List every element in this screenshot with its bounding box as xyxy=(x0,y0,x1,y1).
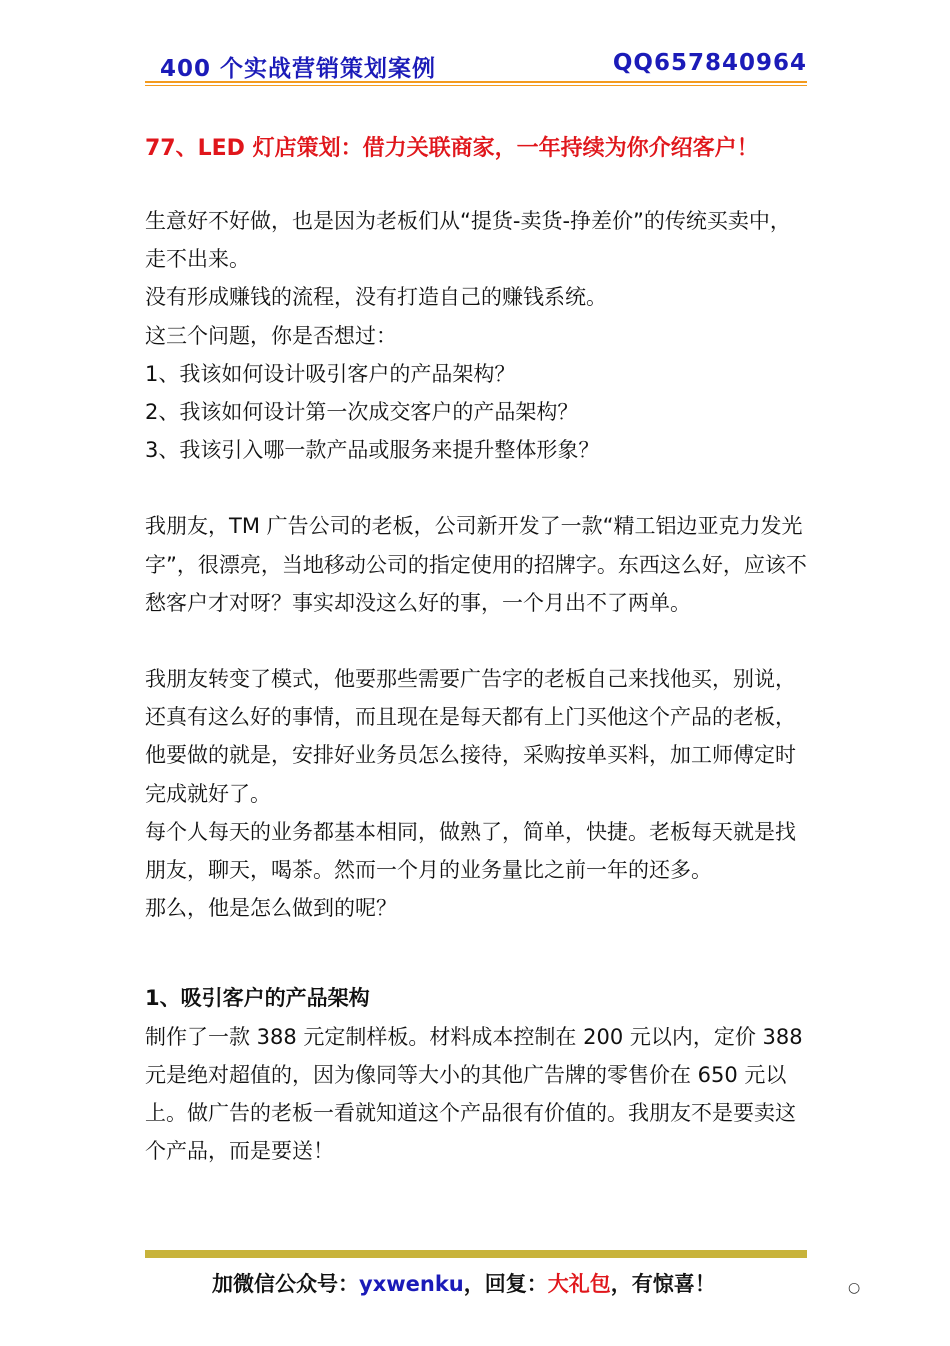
article-body xyxy=(145,202,810,1170)
paragraph-daily-business: 每个人每天的业务都基本相同，做熟了，简单，快捷。老板每天就是找朋友，聊天，喝茶。然而一个月的业务量比之前一年的还多。 xyxy=(145,819,796,883)
header-series-title: 400 个实战营销策划案例 xyxy=(160,56,437,82)
page-header xyxy=(145,50,807,82)
article-title: 77、LED 灯店策划：借力关联商家，一年持续为你介绍客户！ xyxy=(145,136,759,161)
paragraph-sample-offer: 制作了一款 388 元定制样板。材料成本控制在 200 元以内，定价 388 元是绝对超值的，因为像同等大小的其他广告牌的零售价在 650 元以上。做广告的老板一看就知道这个产品很有价值的。我朋友不是要卖这个产品，而是要送！ xyxy=(145,1024,803,1164)
footer-keyword: 大礼包 xyxy=(547,1272,611,1296)
footer-suffix: ，有惊喜！ xyxy=(610,1272,716,1296)
spacer xyxy=(145,622,810,660)
paragraph-friend-story: 我朋友，TM 广告公司的老板，公司新开发了一款“精工铝边亚克力发光字”，很漂亮，当地移动公司的指定使用的招牌字。东西这么好，应该不愁客户才对呀？事实却没这么好的事，一个月出不了两单。 xyxy=(145,514,807,615)
paragraph-no-system: 没有形成赚钱的流程，没有打造自己的赚钱系统。 xyxy=(145,285,607,310)
footer-divider xyxy=(145,1250,807,1258)
section-heading-1: 1、吸引客户的产品架构 xyxy=(145,986,370,1011)
page-mark: ○ xyxy=(848,1280,861,1296)
spacer xyxy=(145,469,810,507)
question-item-3: 3、我该引入哪一款产品或服务来提升整体形象？ xyxy=(145,438,600,463)
footer-promo xyxy=(212,1268,716,1298)
paragraph-questions-lead: 这三个问题，你是否想过： xyxy=(145,323,397,348)
header-divider xyxy=(145,81,807,86)
header-qq-contact: QQ657840964 xyxy=(612,50,807,76)
question-item-1: 1、我该如何设计吸引客户的产品架构？ xyxy=(145,361,516,386)
footer-middle: ，回复： xyxy=(463,1272,548,1296)
paragraph-model-change: 我朋友转变了模式，他要那些需要广告字的老板自己来找他买，别说，还真有这么好的事情，而且现在是每天都有上门买他这个产品的老板，他要做的就是，安排好业务员怎么接待，采购按单买料，加工师傅定时完成就好了。 xyxy=(145,667,796,806)
question-item-2: 2、我该如何设计第一次成交客户的产品架构？ xyxy=(145,400,579,425)
spacer xyxy=(145,927,810,979)
paragraph-question: 那么，他是怎么做到的呢？ xyxy=(145,896,397,921)
footer-prefix: 加微信公众号： xyxy=(212,1272,359,1296)
paragraph-intro: 生意好不好做，也是因为老板们从“提货-卖货-挣差价”的传统买卖中，走不出来。 xyxy=(145,209,791,272)
footer-account-name: yxwenku xyxy=(359,1272,464,1296)
